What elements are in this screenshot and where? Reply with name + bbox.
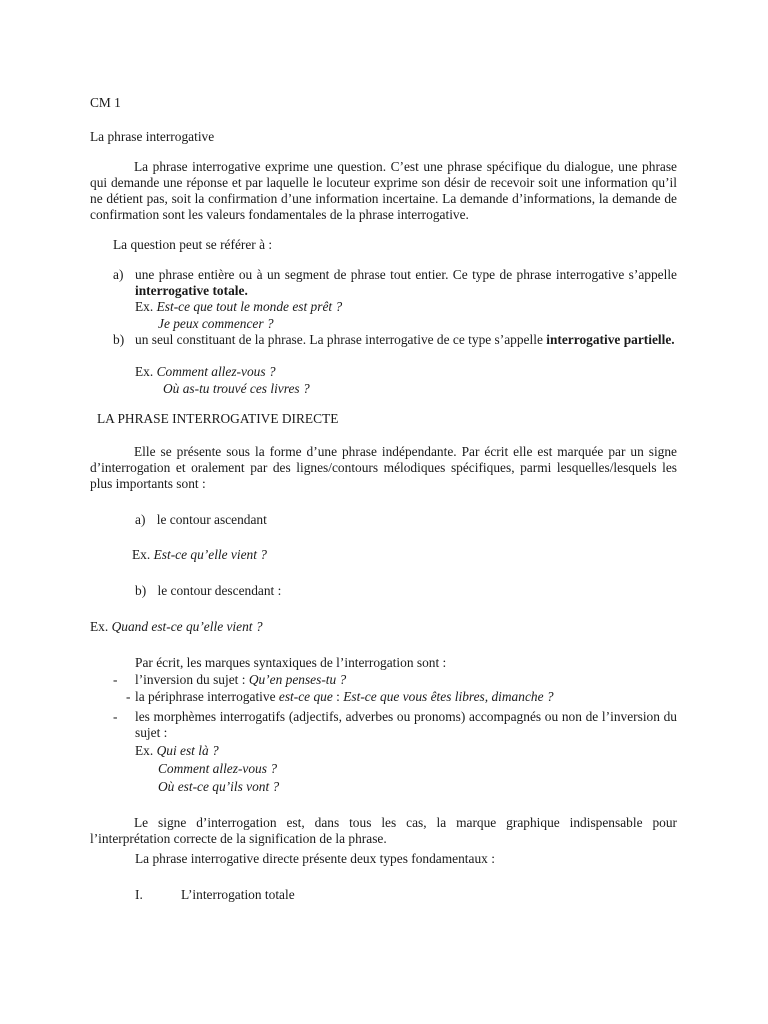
list-item-b-bold: interrogative partielle. [546,332,675,347]
contour-text: le contour ascendant [156,512,267,527]
section-heading: LA PHRASE INTERROGATIVE DIRECTE [97,411,339,426]
mark-item-1 [135,672,346,688]
example-text: Qui est là ? [156,743,219,758]
direct-text: Elle se présente sous la forme d’une phrase indépendante. Par écrit elle est marquée par un signe d’interrogation et oralement par des lignes/contours mélodiques spécifiques, parmi lesquelles/lesquels les plus importants sont : [90,444,677,491]
example-a-1 [135,299,342,315]
mark-text: l’inversion du sujet : [135,672,249,687]
example-b-1 [135,364,276,380]
dash-bullet: - [113,709,118,724]
section-numeral: I. [135,887,143,902]
dash-bullet: - [126,689,131,704]
contour-example-b [90,619,263,635]
example-text: Comment allez-vous ? [156,364,276,379]
list-item-b [135,332,677,348]
example-label: Ex. [135,299,154,314]
example-label: Ex. [132,547,151,562]
marks-example-3 [158,779,279,795]
mark-item-2 [135,689,554,705]
mark-example: Qu’en penses-tu ? [248,672,347,687]
intro-text: La phrase interrogative exprime une question. C’est une phrase spécifique du dialogue, une phrase qui demande une réponse et par laquelle le locuteur exprime son désir de recevoir soit une information qu’il ne détient pas, soit la confirmation d’une information incertaine. La demande d’informations, la demande de confirmation sont les valeurs fondamentales de la phrase interrogative. [90,159,677,222]
direct-paragraph [90,444,677,492]
contour-label: b) [135,583,147,598]
list-item-a [135,267,677,299]
list-item-a-text: une phrase entière ou à un segment de phrase tout entier. Ce type de phrase interrogative s’appelle [135,267,677,282]
contour-label: a) [135,512,146,527]
contour-text: le contour descendant : [157,583,282,598]
example-label: Ex. [135,364,154,379]
example-text: Où est-ce qu’ils vont ? [158,779,280,794]
marks-intro: Par écrit, les marques syntaxiques de l’interrogation sont : [135,655,447,670]
mark-text: la périphrase interrogative [135,689,279,704]
example-label: Ex. [90,619,109,634]
mark-italic: est-ce que [278,689,333,704]
marks-example-1 [135,743,219,759]
subtitle: La phrase interrogative [90,129,215,144]
list-label-b: b) [113,332,125,347]
marks-example-2 [158,761,277,777]
contour-item-b [135,583,281,599]
closing-text: Le signe d’interrogation est, dans tous les cas, la marque graphique indispensable pour l’interprétation correcte de la signification de la phrase. [90,815,677,846]
subsection-heading: L’interrogation totale [181,887,295,902]
closing-paragraph [90,815,677,847]
example-text: Est-ce que tout le monde est prêt ? [156,299,343,314]
mark-colon: : [332,689,344,704]
contour-item-a [135,512,267,528]
types-intro: La phrase interrogative directe présente deux types fondamentaux : [135,851,495,866]
example-text: Est-ce qu’elle vient ? [153,547,267,562]
mark-item-3: les morphèmes interrogatifs (adjectifs, adverbes ou pronoms) accompagnés ou non de l’inversion du sujet : [135,709,677,740]
example-b-2 [163,381,310,397]
example-text: Je peux commencer ? [158,316,274,331]
question-refers-text: La question peut se référer à : [113,237,273,252]
page-title: CM 1 [90,95,121,110]
list-label-a: a) [113,267,124,282]
mark-example: Est-ce que vous êtes libres, dimanche ? [343,689,554,704]
example-label: Ex. [135,743,154,758]
example-text: Comment allez-vous ? [158,761,278,776]
example-a-2 [158,316,274,332]
list-item-b-text: un seul constituant de la phrase. La phrase interrogative de ce type s’appelle [135,332,547,347]
example-text: Quand est-ce qu’elle vient ? [111,619,263,634]
list-item-a-bold: interrogative totale. [135,283,248,298]
example-text: Où as-tu trouvé ces livres ? [163,381,310,396]
intro-paragraph [90,159,677,223]
contour-example-a [132,547,267,563]
dash-bullet: - [113,672,118,687]
